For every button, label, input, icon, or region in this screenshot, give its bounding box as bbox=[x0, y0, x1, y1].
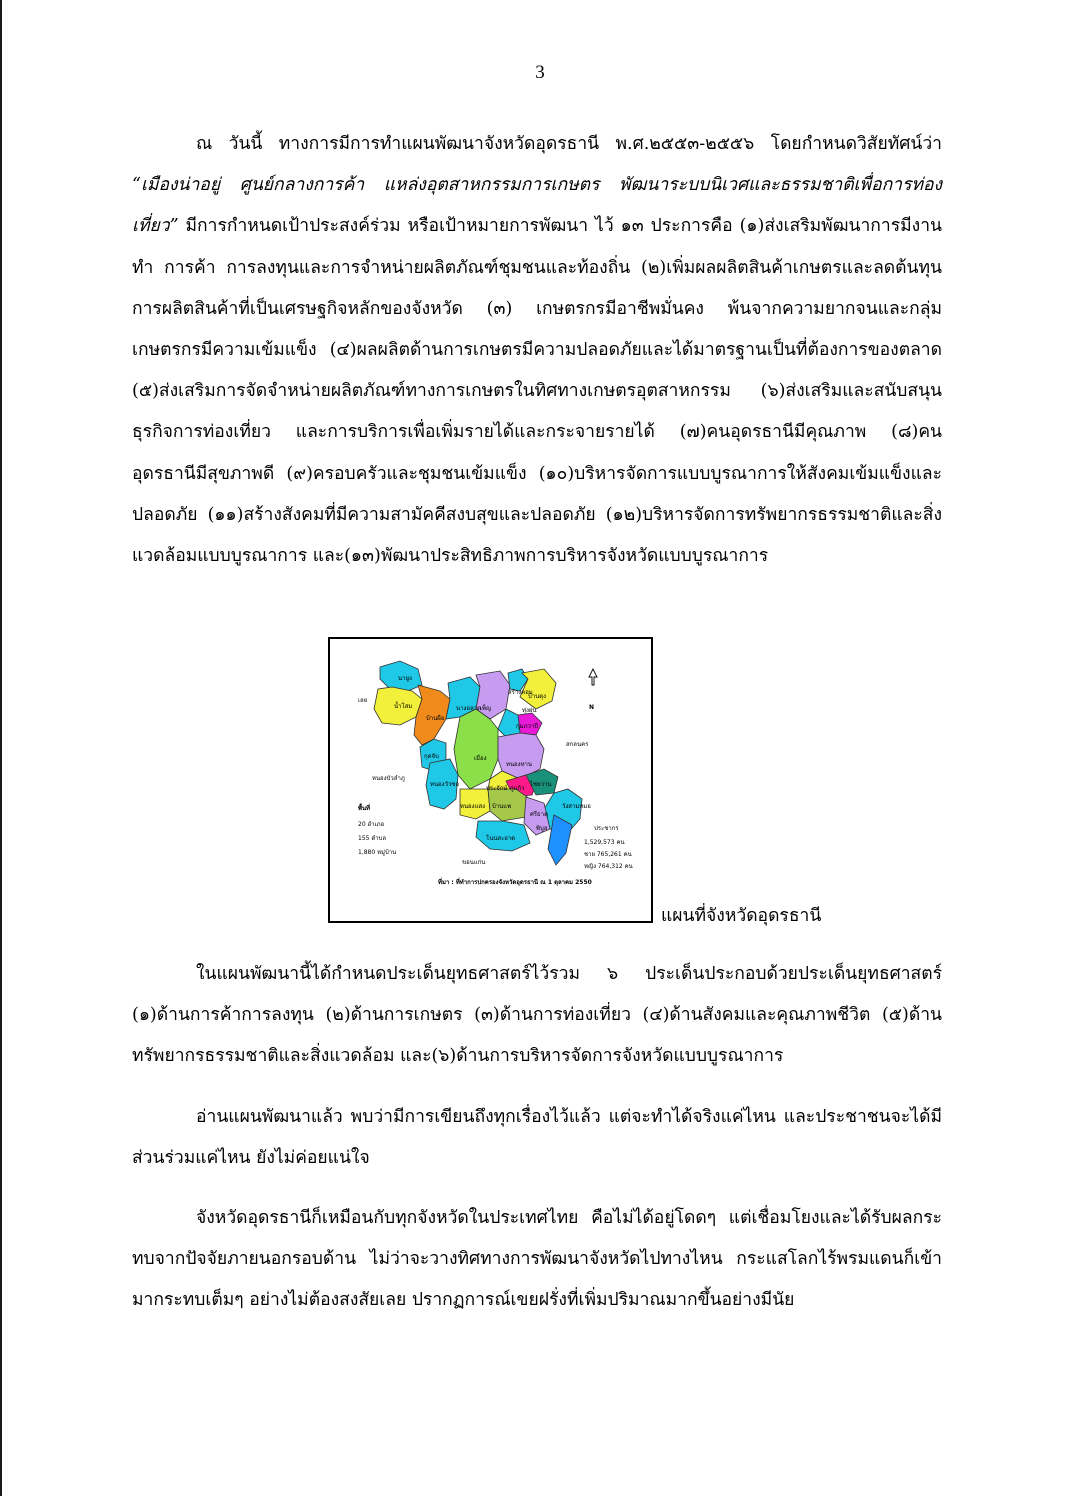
paragraph-vision-goals: มีการกำหนดเป้าประสงค์ร่วม หรือเป้าหมายการพัฒนา ไว้ ๑๓ ประการคือ (๑)ส่งเสริมพัฒนาการมีงานทำ การค้า การลงทุนและการจำหน่ายผลิตภัณฑ์ชุมชนและท้องถิ่น (๒)เพิ่มผลผลิตสินค้าเกษตรและลดต้นทุนการผลิตสินค้าที่เป็นเศรษฐกิจหลักของจังหวัด (๓) เกษตรกรมีอาชีพมั่นคง พ้นจากความยากจนและกลุ่มเกษตรกรมีความเข้มแข็ง (๔)ผลผลิตด้านการเกษตรมีความปลอดภัยและได้มาตรฐานเป็นที่ต้องการของตลาด (๕)ส่งเสริมการจัดจำหน่ายผลิตภัณฑ์ทางการเกษตรในทิศทางเกษตรอุตสาหกรรม (๖)ส่งเสริมและสนับสนุนธุรกิจการท่องเที่ยว และการบริการเพื่อเพิ่มรายได้และกระจายรายได้ (๗)คนอุดรธานีมีคุณภาพ (๘)คนอุดรธานีมีสุขภาพดี (๙)ครอบครัวและชุมชนเข้มแข็ง (๑๐)บริหารจัดการแบบบูรณาการให้สังคมเข้มแข็งและปลอดภัย (๑๑)สร้างสังคมที่มีความสามัคคีสงบสุขและปลอดภัย (๑๒)บริหารจัดการทรัพยากรธรรมชาติและสิ่งแวดล้อมแบบบูรณาการ และ(๑๓)พัฒนาประสิทธิภาพการบริหารจังหวัดแบบบูรณาการ bbox=[132, 216, 942, 567]
map-figure bbox=[328, 637, 653, 923]
area-stat: 155 ตำบล bbox=[358, 835, 387, 842]
area-stat: 1,880 หมู่บ้าน bbox=[358, 849, 397, 856]
map-source-note: ที่มา : ที่ทำการปกครองจังหวัดอุดรธานี ณ 1 ตุลาคม 2550 bbox=[438, 879, 592, 886]
paragraph-globalization bbox=[132, 1198, 942, 1322]
map-label-district: บ้านผือ bbox=[426, 715, 445, 722]
map-label-district: หนองหาน bbox=[506, 761, 533, 768]
map-label-neighbor: หนองบัวลำภู bbox=[372, 775, 405, 782]
paragraph-globalization-text: จังหวัดอุดรธานีก็เหมือนกับทุกจังหวัดในประเทศไทย คือไม่ได้อยู่โดดๆ แต่เชื่อมโยงและได้รับผลกระทบจากปัจจัยภายนอกรอบด้าน ไม่ว่าจะวางทิศทางการพัฒนาจังหวัดไปทางไหน กระแสโลกไร้พรมแดนก็เข้ามากระทบเต็มๆ อย่างไม่ต้องสงสัยเลย ปรากฏการณ์เขยฝรั่งที่เพิ่มปริมาณมากขึ้นอย่างมีนัย bbox=[132, 1208, 942, 1311]
map-label-district: บ้านแพ bbox=[492, 803, 512, 810]
paragraph-vision bbox=[132, 124, 942, 577]
area-stat: 20 อำเภอ bbox=[358, 821, 385, 828]
vision-quote: “เมืองน่าอยู่ ศูนย์กลางการค้า แหล่งอุตสาหกรรมการเกษตร พัฒนาระบบนิเวศและธรรมชาติเพื่อการท่องเที่ยว” bbox=[132, 175, 942, 237]
map-label-neighbor: เลย bbox=[358, 697, 368, 704]
map-label-district: นายูง bbox=[398, 675, 412, 682]
paragraph-vision-intro: ณ วันนี้ ทางการมีการทำแผนพัฒนาจังหวัดอุดรธานี พ.ศ.๒๕๕๓-๒๕๕๖ โดยกำหนดวิสัยทัศน์ว่า bbox=[196, 134, 942, 154]
map-label-district: น้ำโสม bbox=[394, 703, 413, 710]
map-label-district: หนองแสง bbox=[460, 803, 486, 810]
map-label-neighbor: สกลนคร bbox=[566, 741, 589, 748]
paragraph-assessment bbox=[132, 1097, 942, 1179]
map-text-layer bbox=[330, 639, 651, 921]
map-label-district: เมือง bbox=[474, 755, 487, 762]
map-label-district: ประจักษ์ bbox=[486, 785, 508, 792]
map-label-district: ศรีธาตุ bbox=[530, 811, 548, 818]
map-label-district: โนนสะอาด bbox=[486, 835, 516, 842]
map-label-district: ทุ่งฝน bbox=[522, 707, 537, 714]
map-caption: แผนที่จังหวัดอุดรธานี bbox=[661, 906, 822, 926]
paragraph-strategies-text: ในแผนพัฒนานี้ได้กำหนดประเด็นยุทธศาสตร์ไว้รวม ๖ ประเด็นประกอบด้วยประเด็นยุทธศาสตร์ (๑)ด้านการค้าการลงทุน (๒)ด้านการเกษตร (๓)ด้านการท่องเที่ยว (๔)ด้านสังคมและคุณภาพชีวิต (๕)ด้านทรัพยากรธรรมชาติและสิ่งแวดล้อม และ(๖)ด้านการบริหารจัดการจังหวัดแบบบูรณาการ bbox=[132, 964, 942, 1067]
map-label-district: บ้านดุง bbox=[528, 693, 547, 700]
map-label-district: นางอลาด bbox=[456, 705, 481, 712]
map-label-district: สร้างคอม bbox=[508, 689, 533, 696]
map-label-district: หนองวัวซอ bbox=[430, 781, 460, 788]
page-edge-line bbox=[0, 0, 2, 1496]
population-title: ประชากร bbox=[594, 825, 619, 832]
area-stats-title: พื้นที่ bbox=[358, 805, 371, 812]
map-label-district: วังสามหมอ bbox=[562, 803, 591, 810]
map-label-district: กุดจับ bbox=[424, 753, 439, 760]
population-stat: ชาย 765,261 คน bbox=[584, 851, 632, 858]
map-label-district: กู่แก้ว bbox=[510, 785, 525, 792]
map-label-district: เพ็ญ bbox=[480, 705, 492, 712]
map-label-neighbor: ขอนแก่น bbox=[462, 859, 486, 866]
population-stat: หญิง 764,312 คน bbox=[584, 863, 633, 870]
paragraph-assessment-text: อ่านแผนพัฒนาแล้ว พบว่ามีการเขียนถึงทุกเรื่องไว้แล้ว แต่จะทำได้จริงแค่ไหน และประชาชนจะได้มีส่วนร่วมแค่ไหน ยังไม่ค่อยแน่ใจ bbox=[132, 1107, 942, 1169]
page-number: 3 bbox=[535, 62, 545, 83]
map-label-district: กุมภวาปี bbox=[516, 723, 539, 730]
map-label-district: พิบูล bbox=[536, 825, 548, 832]
population-stat: 1,529,573 คน bbox=[584, 839, 625, 846]
map-label-district: ไชยวาน bbox=[530, 781, 552, 788]
north-label: N bbox=[589, 704, 595, 711]
paragraph-strategies bbox=[132, 954, 942, 1078]
